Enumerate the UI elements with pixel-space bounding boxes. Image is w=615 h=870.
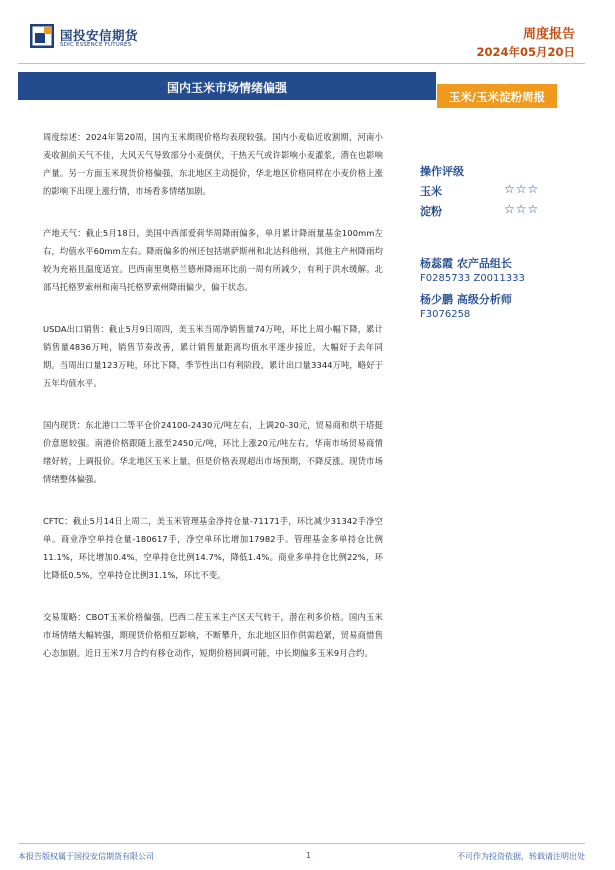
disclaimer: 不可作为投资依据，转载请注明出处 <box>457 852 585 861</box>
analyst-2-name: 杨少鹏 高级分析师 <box>420 293 512 306</box>
report-tag <box>437 84 557 108</box>
report-body <box>43 128 383 662</box>
analyst-1-name: 杨蕊霞 农产品组长 <box>420 257 512 270</box>
rating-row-corn <box>420 181 590 201</box>
report-date: 2024年05月20日 <box>476 45 575 59</box>
paragraph-weather: 产地天气：截止5月18日，美国中西部爱荷华周降雨偏多，单月累计降雨量基金100mm左右，均值水平60mm左右。降雨偏多的州还包括堪萨斯州和北达科他州，其他主产州降雨均较为充裕且温度适宜。巴西南里奥格兰德州降雨环比前一周有所减少，有利于洪水缓解。北部马托格罗索州和南马托格罗索州降雨偏少，偏干状态。 <box>43 228 383 292</box>
rating-title: 操作评级 <box>420 165 464 178</box>
paragraph-strategy: 交易策略：CBOT玉米价格偏强，巴西二茬玉米主产区天气转干，潜在利多价格。国内玉米市场情绪大幅转强，期现货价格相互影响，不断攀升，东北地区旧作供需趋紧，贸易商惜售心态加剧。近日玉米7月合约有移仓动作，短期价格回调可能，中长期偏多玉米9月合约。 <box>43 612 383 658</box>
header-divider <box>18 63 585 64</box>
analyst-2-license: F3076258 <box>420 309 471 320</box>
page-number: 1 <box>306 851 312 860</box>
sidebar <box>420 163 590 327</box>
star-rating-icon: ☆☆☆ <box>504 202 540 216</box>
report-tag-label: 玉米/玉米淀粉周报 <box>448 90 546 104</box>
analyst-1-license: F0285733 Z0011333 <box>420 273 525 284</box>
paragraph-weekly-summary: 周度综述：2024年第20周，国内玉米期现价格均表现较强。国内小麦临近收割期，河南小麦收割前天气不佳，大风天气导致部分小麦倒伏，干热天气或许影响小麦灌浆，潜在也影响产量。另一方面玉米现货价格偏强，东北地区主动挺价，华北地区价格同样在小麦价格上涨的影响下出现上涨行情，市场看多情绪加剧。 <box>43 132 383 196</box>
company-logo <box>30 24 160 56</box>
report-type: 周度报告 <box>522 27 575 42</box>
rating-row-starch <box>420 201 590 221</box>
star-rating-icon: ☆☆☆ <box>504 182 540 196</box>
footer-divider <box>18 843 585 844</box>
paragraph-domestic-spot: 国内现货：东北港口二等平仓价24100-2430元/吨左右，上调20-30元，贸易商和烘干塔挺价意愿较强。南港价格跟随上涨至2450元/吨，环比上涨20元/吨左右，华南市场贸易商情绪好转，上调报价。华北地区玉米上量，但是价格表现超出市场预期，不降反涨。现货市场情绪整体偏强。 <box>43 420 383 484</box>
rating-name: 淀粉 <box>420 205 442 218</box>
paragraph-cftc: CFTC：截止5月14日上周二，美玉米管理基金净持仓量-71171手，环比减少31342手净空单。商业净空单持仓量-180617手，净空单环比增加17982手。管理基金多单持仓比例11.1%，环比增加0.4%，空单持仓比例14.7%，降低1.4%。商业多单持仓比例22%，环比降低0.5%，空单持仓比例31.1%，环比不变。 <box>43 516 383 580</box>
report-title: 国内玉米市场情绪偏强 <box>166 81 287 95</box>
rating-name: 玉米 <box>420 185 442 198</box>
logo-name-cn: 国投安信期货 <box>60 28 139 43</box>
paragraph-usda-export: USDA出口销售：截止5月9日周四，美玉米当周净销售量74万吨，环比上周小幅下降，累计销售量4836万吨，销售节奏改善，累计销售量距离均值水平逐步接近，大幅好于去年同期。当周出口量123万吨，环比下降，季节性出口有利阶段，累计出口量3344万吨，略好于五年均值水平。 <box>43 324 383 388</box>
title-banner <box>18 72 436 100</box>
copyright-notice: 本报告版权属于国投安信期货有限公司 <box>18 852 154 861</box>
logo-name-en: SDIC ESSENCE FUTURES <box>60 42 132 48</box>
logo-mark-icon <box>30 24 54 48</box>
